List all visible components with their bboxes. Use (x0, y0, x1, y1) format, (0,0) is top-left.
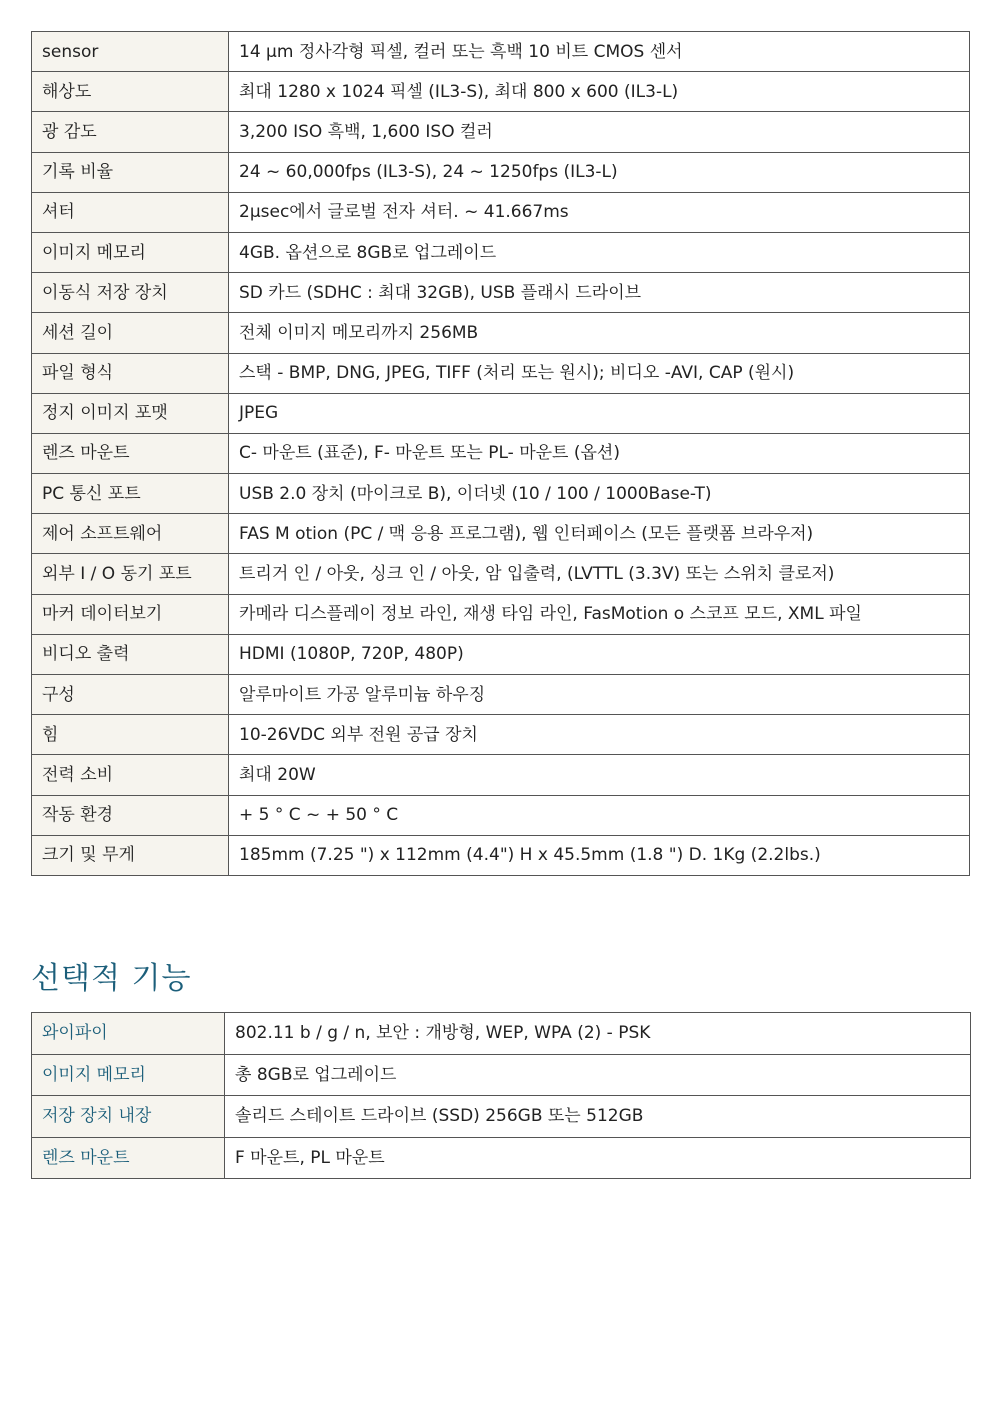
spec-label: 파일 형식 (32, 353, 229, 393)
spec-value: 스택 - BMP, DNG, JPEG, TIFF (처리 또는 원시); 비디오 -AVI, CAP (원시) (229, 353, 970, 393)
spec-label: 힘 (32, 715, 229, 755)
spec-row (32, 433, 970, 473)
spec-row (32, 554, 970, 594)
spec-row (32, 675, 970, 715)
spec-label: 비디오 출력 (32, 634, 229, 674)
spec-row (32, 795, 970, 835)
optional-row (32, 1013, 971, 1055)
spec-row (32, 835, 970, 875)
spec-value: + 5 ° C ~ + 50 ° C (229, 795, 970, 835)
optional-label: 이미지 메모리 (32, 1054, 225, 1096)
spec-value: 카메라 디스플레이 정보 라인, 재생 타임 라인, FasMotion o 스코프 모드, XML 파일 (229, 594, 970, 634)
spec-label: sensor (32, 32, 229, 72)
spec-label: 광 감도 (32, 112, 229, 152)
spec-label: 셔터 (32, 192, 229, 232)
spec-label: 마커 데이터보기 (32, 594, 229, 634)
spec-row (32, 192, 970, 232)
optional-features-title: 선택적 기능 (31, 961, 192, 996)
spec-value: HDMI (1080P, 720P, 480P) (229, 634, 970, 674)
spec-value: JPEG (229, 393, 970, 433)
optional-row (32, 1054, 971, 1096)
spec-label: 기록 비율 (32, 152, 229, 192)
spec-value: 14 μm 정사각형 픽셀, 컬러 또는 흑백 10 비트 CMOS 센서 (229, 32, 970, 72)
spec-label: 이미지 메모리 (32, 232, 229, 272)
spec-row (32, 273, 970, 313)
spec-label: 구성 (32, 675, 229, 715)
optional-label: 렌즈 마운트 (32, 1137, 225, 1179)
optional-features-table (31, 1012, 971, 1179)
optional-table-body (32, 1013, 971, 1179)
optional-row (32, 1137, 971, 1179)
spec-row (32, 152, 970, 192)
optional-label: 저장 장치 내장 (32, 1096, 225, 1138)
spec-value: 전체 이미지 메모리까지 256MB (229, 313, 970, 353)
spec-table-body (32, 32, 970, 876)
optional-value: 802.11 b / g / n, 보안 : 개방형, WEP, WPA (2) - PSK (225, 1013, 971, 1055)
spec-row (32, 755, 970, 795)
spec-label: 세션 길이 (32, 313, 229, 353)
spec-label: PC 통신 포트 (32, 474, 229, 514)
spec-label: 전력 소비 (32, 755, 229, 795)
spec-value: 10-26VDC 외부 전원 공급 장치 (229, 715, 970, 755)
spec-value: 3,200 ISO 흑백, 1,600 ISO 컬러 (229, 112, 970, 152)
spec-value: 알루마이트 가공 알루미늄 하우징 (229, 675, 970, 715)
spec-row (32, 313, 970, 353)
optional-value: F 마운트, PL 마운트 (225, 1137, 971, 1179)
spec-label: 작동 환경 (32, 795, 229, 835)
spec-value: C- 마운트 (표준), F- 마운트 또는 PL- 마운트 (옵션) (229, 433, 970, 473)
spec-row (32, 594, 970, 634)
spec-row (32, 353, 970, 393)
spec-value: 24 ~ 60,000fps (IL3-S), 24 ~ 1250fps (IL3-L) (229, 152, 970, 192)
spec-table (31, 31, 970, 876)
spec-value: 2μsec에서 글로벌 전자 셔터. ~ 41.667ms (229, 192, 970, 232)
spec-value: 4GB. 옵션으로 8GB로 업그레이드 (229, 232, 970, 272)
spec-label: 렌즈 마운트 (32, 433, 229, 473)
spec-label: 외부 I / O 동기 포트 (32, 554, 229, 594)
spec-row (32, 514, 970, 554)
spec-value: SD 카드 (SDHC : 최대 32GB), USB 플래시 드라이브 (229, 273, 970, 313)
spec-label: 이동식 저장 장치 (32, 273, 229, 313)
spec-value: USB 2.0 장치 (마이크로 B), 이더넷 (10 / 100 / 1000Base-T) (229, 474, 970, 514)
optional-value: 솔리드 스테이트 드라이브 (SSD) 256GB 또는 512GB (225, 1096, 971, 1138)
spec-row (32, 72, 970, 112)
spec-row (32, 474, 970, 514)
spec-label: 해상도 (32, 72, 229, 112)
spec-value: 트리거 인 / 아웃, 싱크 인 / 아웃, 암 입출력, (LVTTL (3.3V) 또는 스위치 클로저) (229, 554, 970, 594)
spec-row (32, 634, 970, 674)
spec-label: 정지 이미지 포맷 (32, 393, 229, 433)
spec-row (32, 715, 970, 755)
spec-label: 제어 소프트웨어 (32, 514, 229, 554)
optional-row (32, 1096, 971, 1138)
spec-row (32, 32, 970, 72)
spec-value: 185mm (7.25 ") x 112mm (4.4") H x 45.5mm (1.8 ") D. 1Kg (2.2lbs.) (229, 835, 970, 875)
spec-row (32, 112, 970, 152)
spec-value: FAS M otion (PC / 맥 응용 프로그램), 웹 인터페이스 (모든 플랫폼 브라우저) (229, 514, 970, 554)
spec-row (32, 232, 970, 272)
optional-value: 총 8GB로 업그레이드 (225, 1054, 971, 1096)
spec-value: 최대 20W (229, 755, 970, 795)
optional-label: 와이파이 (32, 1013, 225, 1055)
spec-value: 최대 1280 x 1024 픽셀 (IL3-S), 최대 800 x 600 (IL3-L) (229, 72, 970, 112)
spec-label: 크기 및 무게 (32, 835, 229, 875)
spec-row (32, 393, 970, 433)
